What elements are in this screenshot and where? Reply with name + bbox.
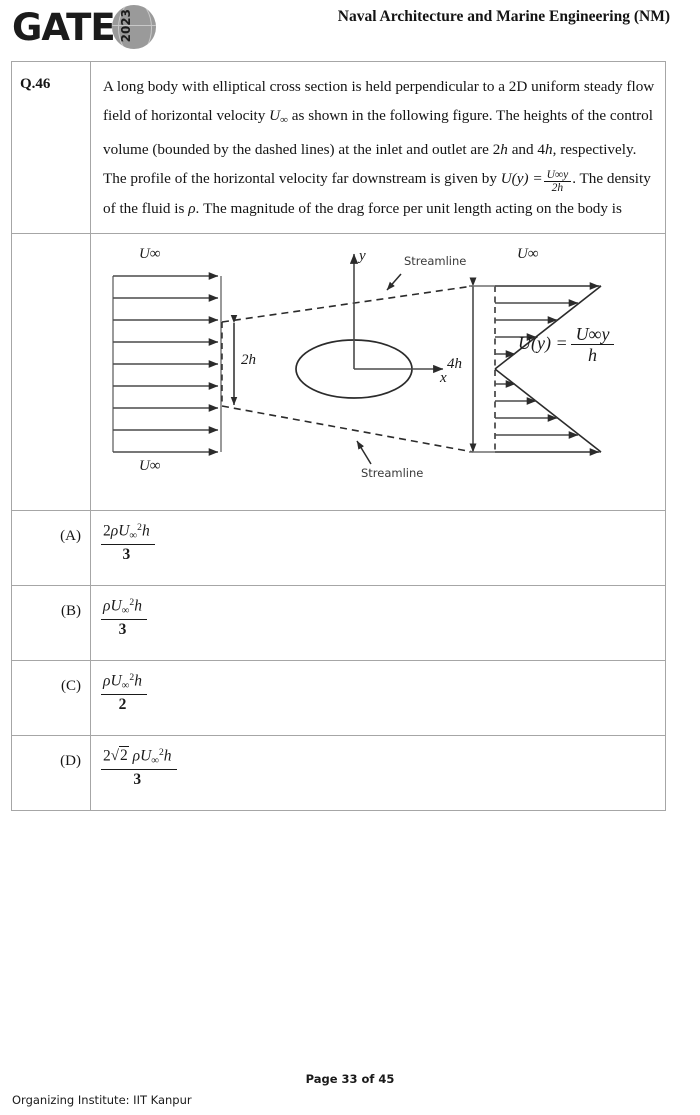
profile-envelope-lower xyxy=(495,369,601,452)
fraction-numerator: U∞y xyxy=(546,168,569,181)
figure-formula-fraction xyxy=(571,324,615,365)
option-fraction-b xyxy=(101,597,147,639)
option-b-numerator: $\rho U_\infty^2h$ xyxy=(103,597,142,617)
question-row xyxy=(12,62,665,234)
gate-logo-year: 2023 xyxy=(119,9,133,43)
question-number: Q.46 xyxy=(12,62,91,233)
page-header xyxy=(0,0,700,56)
option-label-a: (A) xyxy=(12,511,91,585)
label-inlet-u-infinity-top: U∞ xyxy=(139,246,161,263)
footer-organizing-institute: Organizing Institute: IIT Kanpur xyxy=(12,1093,192,1107)
label-outlet-u-infinity: U∞ xyxy=(517,246,539,263)
option-label-c: (C) xyxy=(12,661,91,735)
inlet-velocity-arrows xyxy=(113,276,218,452)
figure-row xyxy=(12,234,665,511)
option-label-d: (D) xyxy=(12,736,91,810)
option-d-numerator: 2√2 $\rho U_\infty^2h$ xyxy=(103,747,172,767)
question-text-part1: A long body with elliptical cross section is held perpendicular to a 2D uniform steady flow field of horizontal velocity xyxy=(103,78,655,124)
option-fraction-c xyxy=(101,672,147,714)
option-c-numerator: $\rho U_\infty^2h$ xyxy=(103,672,142,692)
label-axis-y: y xyxy=(359,248,366,265)
option-value-c xyxy=(91,661,665,735)
figure-formula-denominator: h xyxy=(571,344,615,365)
question-formula-lhs: U(y) = xyxy=(500,170,543,188)
footer-page-number: Page 33 of 45 xyxy=(305,1072,395,1086)
fraction-denominator: 2h xyxy=(544,181,572,194)
symbol-h-outlet: h xyxy=(545,141,553,159)
outlet-velocity-arrows-lower xyxy=(495,384,599,452)
option-a-denominator: 3 xyxy=(101,544,155,565)
sqrt-icon: √2 xyxy=(110,747,128,765)
label-dimension-4h: 4h xyxy=(447,356,462,373)
page-title: Naval Architecture and Marine Engineering (NM) xyxy=(337,8,670,25)
symbol-u-infinity: $U_\infty$ xyxy=(269,107,288,127)
figure-formula-lhs: U(y) = xyxy=(518,332,568,353)
option-fraction-d xyxy=(101,747,177,789)
option-d-denominator: 3 xyxy=(101,769,177,790)
symbol-h-inlet: h xyxy=(500,141,508,159)
streamline-bottom-leader xyxy=(357,441,371,464)
gate-logo-text: GATE xyxy=(12,6,115,49)
figure-row-spacer xyxy=(12,234,91,510)
option-row-b[interactable] xyxy=(12,586,665,661)
label-inlet-u-infinity-bottom: U∞ xyxy=(139,458,161,475)
option-row-a[interactable] xyxy=(12,511,665,586)
streamline-top-dashed xyxy=(222,286,473,322)
option-label-b: (B) xyxy=(12,586,91,660)
figure-formula-numerator: U∞y xyxy=(575,324,610,345)
option-fraction-a xyxy=(101,522,155,564)
option-value-b xyxy=(91,586,665,660)
question-body xyxy=(91,62,665,233)
option-value-a xyxy=(91,511,665,585)
label-axis-x: x xyxy=(440,370,447,387)
figure-container xyxy=(91,234,665,510)
option-a-numerator: $2\rho U_\infty^2h$ xyxy=(103,522,150,542)
question-text-part4: , respectively. The profile of the horizontal velocity far downstream is given by xyxy=(103,141,637,188)
label-dimension-2h: 2h xyxy=(241,352,256,369)
streamline-bottom-dashed xyxy=(222,406,473,452)
question-inline-fraction xyxy=(544,169,572,194)
question-text xyxy=(103,72,655,223)
symbol-rho: ρ xyxy=(188,200,196,218)
option-value-d xyxy=(91,736,665,810)
question-table xyxy=(11,61,666,811)
gate-logo xyxy=(8,4,178,54)
streamline-top-leader xyxy=(387,274,401,290)
question-text-part5: . The density of the fluid is xyxy=(103,170,651,218)
question-text-part3: and 4 xyxy=(507,141,546,159)
question-text-part6: . The magnitude of the drag force per unit length acting on the body is xyxy=(195,200,622,218)
option-row-d[interactable] xyxy=(12,736,665,810)
question-text-part2: as shown in the following figure. The heights of the control volume (bounded by the dashed lines) at the inlet and outlet are 2 xyxy=(103,107,653,159)
label-streamline-top: Streamline xyxy=(404,254,467,269)
option-b-denominator: 3 xyxy=(101,619,147,640)
option-row-c[interactable] xyxy=(12,661,665,736)
option-c-denominator: 2 xyxy=(101,694,147,715)
label-streamline-bottom: Streamline xyxy=(361,466,424,481)
figure-formula xyxy=(518,324,614,365)
